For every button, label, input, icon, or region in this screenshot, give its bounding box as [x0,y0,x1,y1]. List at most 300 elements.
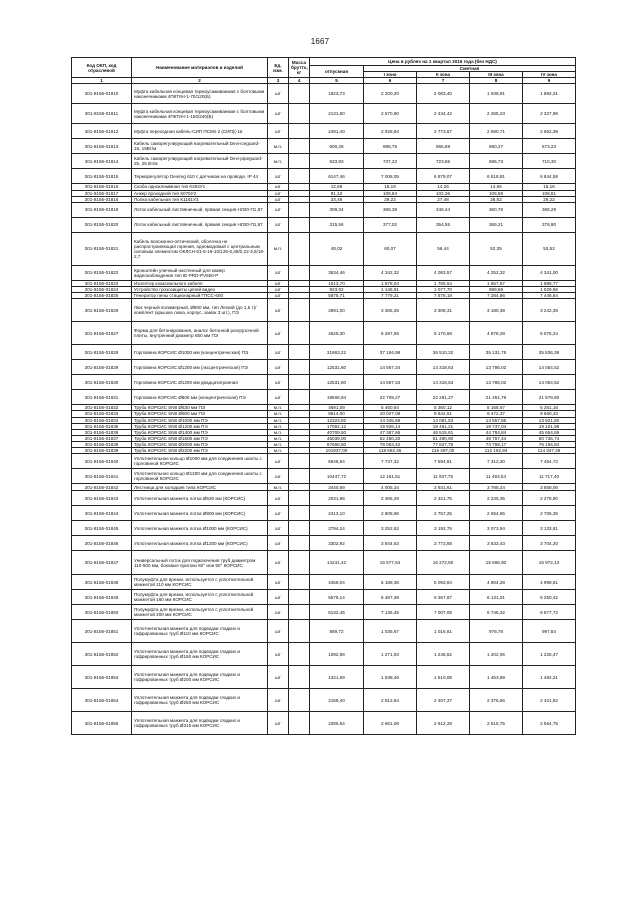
cell-name: Муфта кабельная концевая термоусаживаемая с болтовыми наконечниками 4ПКТпН-1-150/240(Б) [132,104,268,124]
cell-mass [289,232,310,265]
cell-z1: 2 365,29 [364,491,417,506]
cell-mass [289,620,310,643]
cell-code: 301-8156-01827 [72,322,132,345]
cell-mass [289,360,310,375]
cell-mass [289,390,310,405]
cell-p: 2159,40 [310,689,364,712]
cell-mass [289,265,310,280]
cell-unit: шт [268,575,289,590]
table-row [72,84,576,104]
cell-z3: 4 878,28 [470,322,523,345]
table-row [72,575,576,590]
cell-z4: 19 101,98 [523,423,576,429]
cell-name: Труба КОРСИС SN8 Ø1400 мм ПЭ [132,429,268,435]
cell-mass [289,154,310,169]
cell-z4: 673,23 [523,139,576,154]
cell-z1: 7 779,21 [364,293,417,299]
cell-unit: м.п. [268,154,289,169]
cell-z1: 3 365,25 [364,299,417,322]
cell-z3: 13 557,85 [470,417,523,423]
cell-z3: 3 785,24 [470,484,523,491]
cell-z3: 660,27 [470,139,523,154]
cell-mass [289,551,310,575]
cell-z2: 723,65 [417,154,470,169]
cell-z3: 7 312,30 [470,454,523,469]
cell-z1: 368,39 [364,202,417,217]
table-row [72,521,576,536]
header-name: Наименование материалов и изделий [132,58,268,78]
table-row [72,454,576,469]
cell-z2: 2 467,37 [417,689,470,712]
table-row [72,265,576,280]
cell-mass [289,345,310,360]
cell-unit: шт [268,293,289,299]
cell-z4: 3 133,81 [523,521,576,536]
column-number: 2 [132,78,268,84]
cell-z1: 1 146,91 [364,286,417,292]
cell-z1: 5 460,84 [364,405,417,411]
cell-z2: 16 272,50 [417,551,470,575]
cell-code: 301-8156-01832 [72,405,132,411]
cell-z3: 2 654,65 [470,506,523,521]
cell-name: Труба КОРСИС SN8 Ø2200 мм ПЭ [132,448,268,454]
cell-z2: 2 773,67 [417,124,470,139]
cell-z1: 7 136,45 [364,605,417,620]
cell-name: Лоток кабельный листвяничный, прямая секция НЛ20-П1,87 [132,202,268,217]
cell-z4: 3 704,20 [523,536,576,551]
cell-name: Уплотнительная манжета лотка Ø630 мм (КОРСИС) [132,491,268,506]
cell-z2: 19 461,21 [417,423,470,429]
cell-z2: 354,55 [417,217,470,232]
cell-z3: 49 757,44 [470,435,523,441]
cell-unit: м.п. [268,423,289,429]
header-retail: отпускная [310,66,364,78]
cell-name: Полумуфта для врезки, используется с уплотнительной манжетой 160 мм КОРСИС [132,590,268,605]
cell-p: 2285,84 [310,712,364,735]
table-row [72,484,576,491]
cell-mass [289,139,310,154]
cell-unit: шт [268,202,289,217]
table-row [72,469,576,484]
cell-z3: 18 737,04 [470,423,523,429]
cell-mass [289,575,310,590]
cell-z3: 1 938,81 [470,84,523,104]
cell-z4: 4 341,00 [523,265,576,280]
cell-name: Труба КОРСИС SN8 Ø1600 мм ПЭ [132,435,268,441]
column-number: 9 [523,78,576,84]
table-row [72,375,576,390]
cell-z1: 3 252,62 [364,521,417,536]
cell-z4: 11 717,40 [523,469,576,484]
cell-p: 600,28 [310,139,364,154]
cell-z4: 76 194,84 [523,442,576,448]
cell-code: 301-8156-01810 [72,84,132,104]
cell-z3: 2 375,56 [470,689,523,712]
cell-unit: шт [268,666,289,689]
cell-name: Уплотнительная манжета лотка Ø1200 мм (КОРСИС) [132,536,268,551]
cell-z3: 696,73 [470,154,523,169]
cell-name: Труба КОРСИС SN8 Ø1000 мм ПЭ [132,417,268,423]
cell-code: 301-8156-01841 [72,469,132,484]
price-table [71,57,576,735]
cell-name: Труба КОРСИС SN8 Ø800 мм ПЭ [132,411,268,417]
header-price-title: Цена в рублях на 1 квартал 2016 года (без НДС) [310,58,576,66]
cell-z2: 1 248,52 [417,643,470,666]
column-number: 1 [72,78,132,84]
cell-name: Анкер проходной тип К075У2 [132,190,268,196]
cell-code: 301-8156-01835 [72,423,132,429]
column-number: 4 [289,78,310,84]
cell-z4: 45 654,59 [523,429,576,435]
column-number: 8 [470,78,523,84]
cell-z4: 2 327,98 [523,104,576,124]
cell-p: 10447,72 [310,469,364,484]
table-row [72,139,576,154]
cell-name: Уплотнительная манжета для подводки гладких и гофрированных труб Ø110 мм КОРСИС [132,620,268,643]
cell-p: 40709,50 [310,429,364,435]
cell-z2: 14 081,53 [417,417,470,423]
table-row [72,390,576,405]
cell-z1: 14 567,34 [364,360,417,375]
cell-z4: 53,52 [523,232,576,265]
cell-mass [289,605,310,620]
cell-z4: 2 652,39 [523,124,576,139]
cell-z1: 3 844,63 [364,536,417,551]
cell-code: 301-8156-01826 [72,299,132,322]
cell-unit: шт [268,712,289,735]
table-row [72,202,576,217]
cell-code: 301-8156-01846 [72,536,132,551]
cell-z1: 118 662,45 [364,448,417,454]
cell-mass [289,712,310,735]
cell-mass [289,666,310,689]
cell-p: 4458,04 [310,575,364,590]
cell-z2: 116 497,00 [417,448,470,454]
cell-z3: 3 180,39 [470,299,523,322]
cell-z3: 6 746,32 [470,605,523,620]
cell-z4: 1 482,21 [523,666,576,689]
cell-z2: 3 192,75 [417,521,470,536]
cell-z4: 108,81 [523,190,576,196]
header-zone-3: III зона [470,72,523,78]
cell-z1: 2 808,96 [364,506,417,521]
cell-z1: 10 027,08 [364,411,417,417]
cell-p: 1321,69 [310,666,364,689]
table-row [72,104,576,124]
cell-z3: 999,69 [470,286,523,292]
cell-name: Кронштейн уличный настенный для камер видеонаблюдения тип IE-PRD-PV550-P [132,265,268,280]
cell-unit: шт [268,620,289,643]
cell-unit: м.п. [268,411,289,417]
header-estimate: Сметная [364,66,576,72]
cell-code: 301-8156-01855 [72,712,132,735]
cell-mass [289,104,310,124]
cell-name: Форма для бетонирования, аналог бетонной разгрузочной плиты, внутренний диаметр 650 мм ПЭ [132,322,268,345]
cell-z4: 6 844,58 [523,169,576,184]
cell-code: 301-8156-01828 [72,345,132,360]
cell-z2: 3 931,61 [417,484,470,491]
cell-name: Изолятор коаксиального кабеля [132,280,268,286]
cell-unit: м.п. [268,139,289,154]
cell-p: 12,69 [310,184,364,190]
cell-z1: 5 287,65 [364,322,417,345]
cell-name: Муфта переходная кабель-СИП ПСМп 2 (СИП)(-1в [132,124,268,139]
cell-p: 6147,46 [310,169,364,184]
cell-name: Горловина КОРСИС Ø800 мм (концентрическая) ПЭ [132,390,268,405]
cell-code: 301-8156-01814 [72,154,132,169]
cell-p: 3302,92 [310,536,364,551]
cell-unit: шт [268,196,289,202]
cell-code: 301-8156-01830 [72,375,132,390]
table-row [72,605,576,620]
cell-z4: 15 972,13 [523,551,576,575]
table-row [72,666,576,689]
cell-code: 301-8156-01833 [72,411,132,417]
cell-code: 301-8156-01813 [72,139,132,154]
cell-z3: 35 131,75 [470,345,523,360]
cell-name: Генератор пены стационарный ГПСС-600 [132,293,268,299]
cell-code: 301-8156-01825 [72,293,132,299]
cell-z2: 22 291,27 [417,390,470,405]
cell-z2: 5 093,84 [417,575,470,590]
cell-z4: 2 278,90 [523,491,576,506]
cell-p: 633,93 [310,154,364,169]
cell-z2: 36 510,32 [417,345,470,360]
cell-p: 2794,24 [310,521,364,536]
cell-z4: 3 242,39 [523,299,576,322]
cell-z3: 2 265,23 [470,104,523,124]
cell-unit: шт [268,643,289,666]
cell-p: 4525,30 [310,322,364,345]
cell-code: 301-8156-01819 [72,202,132,217]
cell-z4: 1 886,77 [523,280,576,286]
cell-z1: 60,07 [364,232,417,265]
cell-code: 301-8156-01853 [72,666,132,689]
cell-code: 301-8156-01844 [72,506,132,521]
cell-z2: 6 367,67 [417,590,470,605]
cell-z1: 5 189,36 [364,575,417,590]
cell-code: 301-8156-01836 [72,429,132,435]
cell-p: 1092,98 [310,643,364,666]
header-mass: Масса брутто, кг [289,58,310,78]
cell-z1: 2 661,08 [364,712,417,735]
table-row [72,620,576,643]
cell-p: 67658,50 [310,442,364,448]
cell-code: 301-8156-01829 [72,360,132,375]
cell-p: 1823,73 [310,84,364,104]
cell-mass [289,521,310,536]
cell-z1: 14 345,59 [364,417,417,423]
cell-z1: 12 161,51 [364,469,417,484]
cell-mass [289,469,310,484]
cell-code: 301-8156-01839 [72,448,132,454]
cell-z1: 2 200,20 [364,84,417,104]
table-row [72,322,576,345]
cell-z1: 737,22 [364,154,417,169]
cell-z2: 5 360,12 [417,405,470,411]
cell-z3: 2 515,75 [470,712,523,735]
cell-z4: 376,90 [523,217,576,232]
cell-code: 301-8156-01838 [72,442,132,448]
table-row [72,217,576,232]
cell-z4: 997,84 [523,620,576,643]
cell-z3: 1 453,89 [470,666,523,689]
cell-z2: 665,89 [417,139,470,154]
cell-z2: 2 434,42 [417,104,470,124]
cell-name: Кабель саморегулирующий нагревательный Devi-pipeguard-25, 25 Вт/м [132,154,268,169]
cell-z3: 3 073,94 [470,521,523,536]
cell-code: 301-8156-01823 [72,280,132,286]
cell-unit: шт [268,169,289,184]
cell-p: 923,92 [310,286,364,292]
cell-code: 301-8156-01820 [72,217,132,232]
cell-z3: 28,62 [470,196,523,202]
table-row [72,491,576,506]
cell-code: 301-8156-01848 [72,575,132,590]
table-row [72,590,576,605]
cell-unit: м.п. [268,484,289,491]
cell-z3: 52,35 [470,232,523,265]
cell-p: 2131,60 [310,104,364,124]
cell-z3: 3 633,43 [470,536,523,551]
cell-name: Лестница для колодцев типа КОРСИС [132,484,268,491]
cell-unit: шт [268,551,289,575]
cell-z4: 15,16 [523,184,576,190]
cell-z3: 9 472,37 [470,411,523,417]
table-body [72,84,576,735]
cell-z4: 5 261,16 [523,405,576,411]
cell-code: 301-8156-01817 [72,190,132,196]
cell-z3: 14,55 [470,184,523,190]
cell-name: Уплотнительная манжета для подводки гладких и гофрированных труб Ø315 мм КОРСИС [132,712,268,735]
cell-name: Полумуфта для врезки, используется с уплотнительной манжетой 200 мм КОРСИС [132,605,268,620]
header-zone-4: IV зона [523,72,576,78]
cell-z4: 14 054,52 [523,360,576,375]
cell-z4: 35 836,39 [523,345,576,360]
cell-z1: 377,02 [364,217,417,232]
cell-code: 301-8156-01811 [72,104,132,124]
cell-code: 301-8156-01847 [72,551,132,575]
cell-p: 5875,71 [310,293,364,299]
page-number: 1667 [310,37,330,46]
cell-p: 45039,00 [310,435,364,441]
column-number: 5 [310,78,364,84]
cell-p: 2413,10 [310,506,364,521]
cell-z2: 77 627,75 [417,442,470,448]
cell-unit: шт [268,605,289,620]
cell-z1: 1 538,46 [364,666,417,689]
cell-z1: 2 928,94 [364,124,417,139]
cell-z4: 7 454,72 [523,454,576,469]
cell-z3: 112 162,94 [470,448,523,454]
cell-z1: 37 194,98 [364,345,417,360]
cell-z1: 7 008,05 [364,169,417,184]
cell-code: 301-8156-01822 [72,265,132,280]
cell-unit: м.п. [268,405,289,411]
cell-z2: 346,44 [417,202,470,217]
cell-z2: 2 321,75 [417,491,470,506]
cell-unit: м.п. [268,435,289,441]
cell-unit: м.п. [268,429,289,435]
cell-z2: 4 083,57 [417,265,470,280]
table-row [72,536,576,551]
cell-mass [289,590,310,605]
cell-unit: шт [268,454,289,469]
cell-p: 12531,60 [310,360,364,375]
cell-name: Универсальный лоток для подключения труб диаметром 110-500 мм, боковые притоки 60° или 90° КОРСИС [132,551,268,575]
cell-z4: 1 892,31 [523,84,576,104]
cell-z1: 4 005,34 [364,484,417,491]
cell-z1: 29,22 [364,196,417,202]
cell-name: Полумуфта для врезки, используется с уплотнительной манжетой 110 мм КОРСИС [132,575,268,590]
cell-name: Горловина КОРСИС Ø1200 мм двадцатигранная [132,375,268,390]
cell-name: Уплотнительное кольцо Ø1200 мм для соединения шахты с горловиной КОРСИС [132,469,268,484]
cell-p: 6132,46 [310,605,364,620]
cell-z4: 6 877,72 [523,605,576,620]
table-row [72,345,576,360]
cell-z1: 14 567,34 [364,375,417,390]
cell-z1: 6 487,38 [364,590,417,605]
cell-z4: 2 564,75 [523,712,576,735]
table-row [72,506,576,521]
cell-unit: шт [268,190,289,196]
cell-unit: м.п. [268,442,289,448]
cell-unit: шт [268,375,289,390]
cell-mass [289,506,310,521]
cell-p: 91,10 [310,190,364,196]
cell-p: 48,02 [310,232,364,265]
cell-unit: шт [268,104,289,124]
cell-mass [289,202,310,217]
cell-z2: 11 937,75 [417,469,470,484]
cell-z3: 5 158,67 [470,405,523,411]
cell-z1: 1 035,67 [364,620,417,643]
cell-name: Устройство грозозащиты цепей видео [132,286,268,292]
cell-name: Труба КОРСИС SN8 Ø1200 мм ПЭ [132,423,268,429]
cell-name: Труба КОРСИС SN8 Ø630 мм ПЭ [132,405,268,411]
cell-code: 301-8156-01843 [72,491,132,506]
cell-unit: шт [268,360,289,375]
cell-p: 12323,92 [310,417,364,423]
cell-z2: 9 842,51 [417,411,470,417]
cell-code: 301-8156-01837 [72,435,132,441]
cell-p: 2891,00 [310,299,364,322]
cell-mass [289,299,310,322]
cell-z3: 11 493,54 [470,469,523,484]
cell-name: Труба КОРСИС SN8 Ø2000 мм ПЭ [132,442,268,448]
cell-mass [289,643,310,666]
cell-unit: шт [268,265,289,280]
table-row [72,124,576,139]
cell-code: 301-8156-01821 [72,232,132,265]
cell-z2: 7 578,18 [417,293,470,299]
cell-z3: 1 202,06 [470,643,523,666]
cell-name: Уплотнительное кольцо Ø1000 мм для соединения шахты с горловиной КОРСИС [132,454,268,469]
cell-unit: шт [268,84,289,104]
cell-z4: 7 446,84 [523,293,576,299]
cell-z1: 22 709,27 [364,390,417,405]
cell-z2: 56,44 [417,232,470,265]
cell-mass [289,84,310,104]
cell-z1: 78 063,42 [364,442,417,448]
cell-code: 301-8156-01834 [72,417,132,423]
column-number: 3 [268,78,289,84]
cell-z3: 15 666,90 [470,551,523,575]
cell-z3: 21 451,79 [470,390,523,405]
cell-z2: 2 757,25 [417,506,470,521]
cell-mass [289,322,310,345]
cell-mass [289,454,310,469]
